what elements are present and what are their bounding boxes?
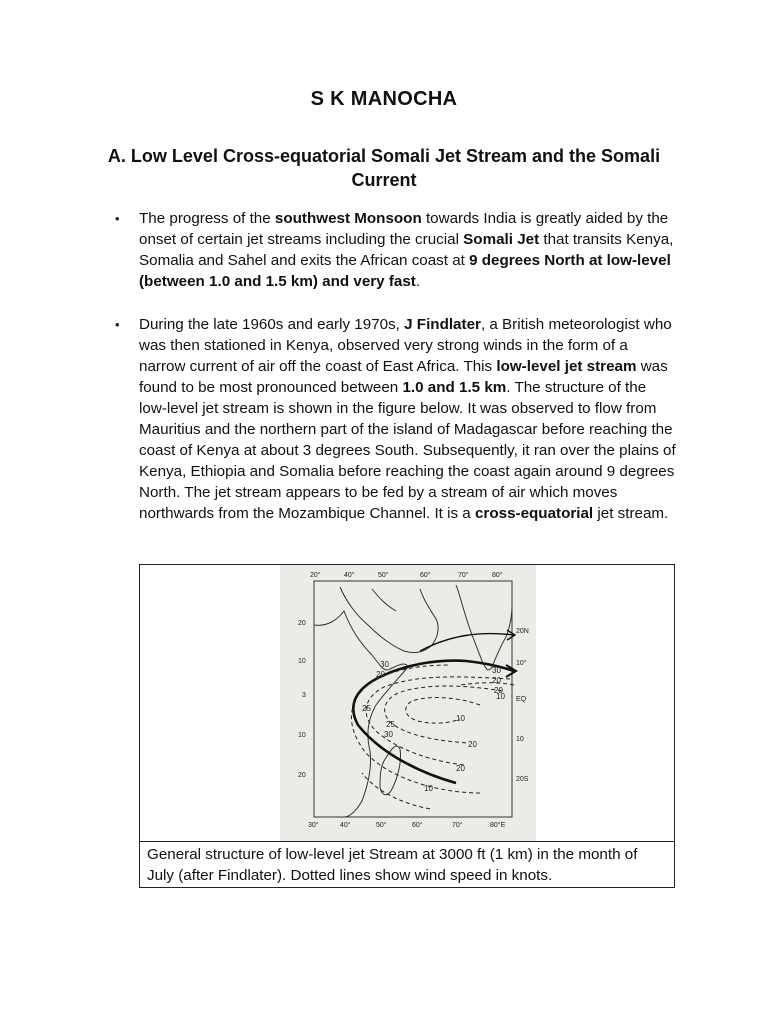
tick-label: 20° — [310, 572, 321, 579]
text-segment: that transits Kenya, Somalia and Sahel and exits the African coast at — [139, 231, 674, 269]
bold-text-segment: southwest Monsoon — [274, 210, 422, 227]
contour-label: 30 — [492, 666, 501, 675]
tick-label: 10 — [516, 736, 524, 743]
tick-label: 40° — [344, 572, 355, 579]
text-segment: . — [415, 273, 421, 290]
tick-label: 20 — [298, 620, 306, 627]
tick-label: 50° — [378, 572, 389, 579]
text-segment: was found to be most pronounced between — [139, 358, 668, 396]
contour-label: 25 — [362, 704, 371, 713]
tick-label: 80°E — [490, 822, 506, 829]
tick-label: 10 — [298, 732, 306, 739]
text-segment: towards India is greatly aided by the onset of certain jet streams including the crucial — [139, 210, 669, 248]
contour-label: 25 — [386, 720, 395, 729]
contour-label: 20 — [492, 676, 501, 685]
bold-text-segment: Somali Jet — [463, 231, 540, 248]
bold-text-segment: 9 degrees North at low-level (between 1.0 and 1.5 km) and very fast — [139, 252, 671, 290]
tick-label: EQ — [516, 696, 527, 703]
tick-label: 3 — [302, 692, 306, 699]
contour-label: 30 — [384, 730, 393, 739]
tick-label: 20S — [516, 776, 529, 783]
tick-label: 60° — [420, 572, 431, 579]
tick-label: 70° — [458, 572, 469, 579]
text-segment: , a British meteorologist who was then stationed in Kenya, observed very strong winds in the form of a narrow current of air off the coast of East Africa. This — [139, 316, 672, 375]
paragraph-text — [139, 210, 673, 290]
jet-stream-map — [280, 565, 536, 841]
bullet-paragraph-2 — [112, 314, 677, 524]
tick-label: 80° — [492, 572, 503, 579]
author-title: S K MANOCHA — [310, 88, 458, 110]
section-heading: A. Low Level Cross-equatorial Somali Jet Stream and the Somali Current — [107, 146, 661, 190]
tick-label: 20 — [298, 772, 306, 779]
text-segment: jet stream. — [593, 505, 669, 522]
contour-label: 20 — [376, 670, 385, 679]
bullet-list — [112, 208, 677, 546]
bold-text-segment: J Findlater — [404, 316, 481, 333]
figure-table — [139, 564, 675, 888]
contour-label: 10 — [496, 692, 505, 701]
contour-label: 30 — [380, 660, 389, 669]
paragraph-text — [139, 316, 676, 522]
figure-caption: General structure of low-level jet Stream at 3000 ft (1 km) in the month of July (after Findlater). Dotted lines show wind speed in knots. — [140, 842, 675, 888]
contour-label: 10 — [424, 784, 433, 793]
tick-label: 10° — [516, 660, 527, 667]
contour-label: 20 — [468, 740, 477, 749]
figure-cell — [140, 565, 675, 842]
tick-label: 30° — [308, 822, 319, 829]
bullet-dot-icon: • — [115, 317, 120, 332]
bullet-paragraph-1 — [112, 208, 677, 292]
contour-label: 20 — [456, 764, 465, 773]
bullet-dot-icon: • — [115, 211, 120, 226]
contour-label: 20 — [494, 686, 503, 695]
contour-label: 10 — [456, 714, 465, 723]
tick-label: 40° — [340, 822, 351, 829]
tick-label: 10 — [298, 658, 306, 665]
text-segment: . The structure of the low-level jet stream is shown in the figure below. It was observed to flow from Mauritius and the northern part of the island of Madagascar before reaching the coast of Kenya at about 3 degrees South. Subsequently, it ran over the plains of Kenya, Ethiopia and Somalia before reaching the coast again around 9 degrees North. The jet stream appears to be fed by a stream of air which moves northwards from the Mozambique Channel. It is a — [139, 379, 676, 522]
tick-label: 50° — [376, 822, 387, 829]
bold-text-segment: cross-equatorial — [474, 505, 594, 522]
tick-label: 70° — [452, 822, 463, 829]
text-segment: The progress of the — [139, 210, 275, 227]
text-segment: During the late 1960s and early 1970s, — [139, 316, 405, 333]
bold-text-segment: low-level jet stream — [496, 358, 637, 375]
tick-label: 20N — [516, 628, 529, 635]
bold-text-segment: 1.0 and 1.5 km — [402, 379, 507, 396]
tick-label: 60° — [412, 822, 423, 829]
map-background — [280, 565, 536, 841]
